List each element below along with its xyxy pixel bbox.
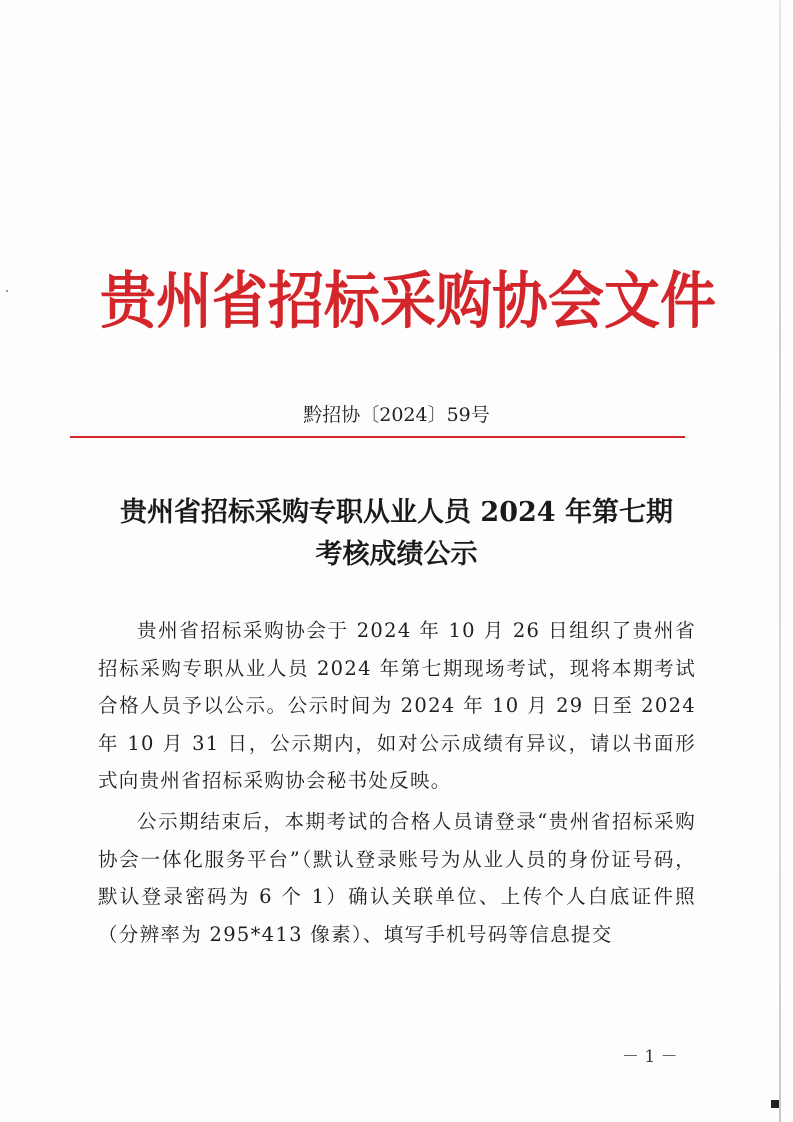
page-number: － 1 － bbox=[622, 1047, 678, 1067]
scan-corner-mark bbox=[771, 1100, 779, 1108]
document-number bbox=[0, 400, 793, 427]
scan-speck bbox=[6, 290, 8, 292]
document-header-title: 贵州省招标采购协会文件 bbox=[100, 265, 716, 338]
notice-title bbox=[0, 492, 793, 576]
body-paragraph-2: 公示期结束后，本期考试的合格人员请登录“贵州省招标采购协会一体化服务平台”（默认登录账号为从业人员的身份证号码，默认登录密码为 6 个 1）确认关联单位、上传个人白底证件照（分辨率为 295*413 像素）、填写手机号码等信息提交 bbox=[98, 809, 696, 946]
scan-edge-shadow bbox=[779, 0, 781, 1122]
notice-title-line-2: 考核成绩公示 bbox=[315, 539, 478, 570]
body-paragraph-1: 贵州省招标采购协会于 2024 年 10 月 26 日组织了贵州省招标采购专职从业人员 2024 年第七期现场考试，现将本期考试合格人员予以公示。公示时间为 2024 年 10 月 29 日至 2024 年 10 月 31 日，公示期内，如对公示成绩有异议，请以书面形式向贵州省招标采购协会秘书处反映。 bbox=[98, 619, 696, 793]
notice-title-line-1: 贵州省招标采购专职从业人员 2024 年第七期 bbox=[120, 497, 673, 528]
header-red-rule bbox=[70, 436, 685, 438]
notice-body bbox=[98, 612, 696, 956]
document-number-text: 黔招协〔2024〕59号 bbox=[303, 404, 490, 426]
